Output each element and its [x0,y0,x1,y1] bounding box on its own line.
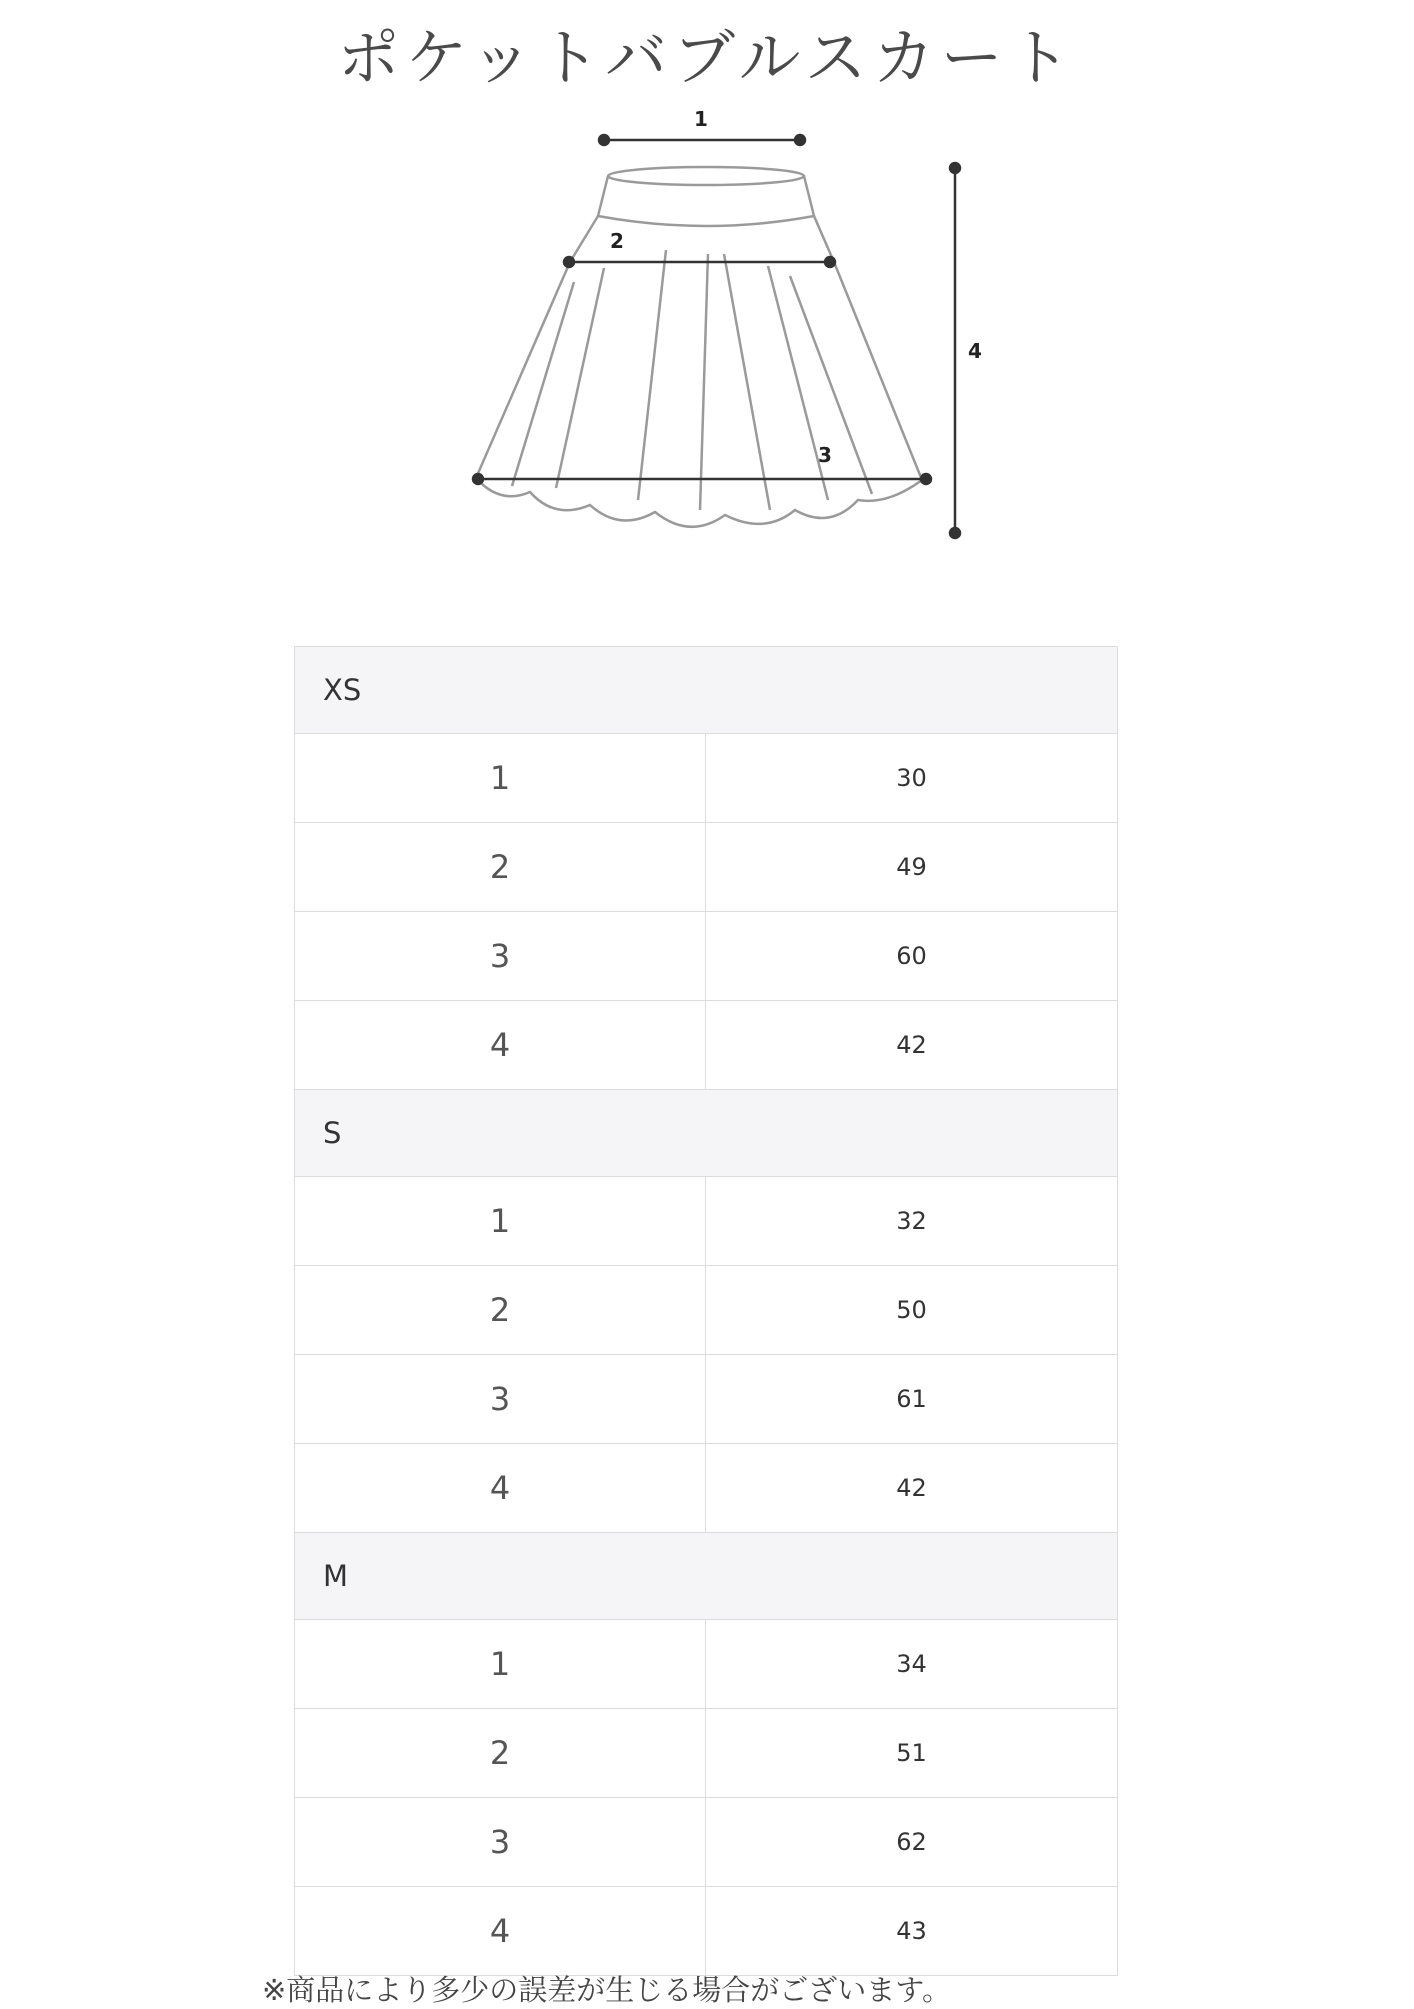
waistband-top [608,167,804,185]
measure-value: 51 [706,1709,1118,1798]
measure-value: 43 [706,1887,1118,1976]
size-name: S [295,1090,1118,1177]
size-name: M [295,1533,1118,1620]
measure-label: 4 [295,1887,706,1976]
measure-label-1: 1 [694,107,708,131]
table-row [295,912,1118,1001]
table-row [295,1887,1118,1976]
pleat-line [638,250,666,500]
measure-value: 50 [706,1266,1118,1355]
table-row [295,1709,1118,1798]
size-name: XS [295,647,1118,734]
measure-label: 3 [295,1355,706,1444]
disclaimer-note: ※商品により多少の誤差が生じる場合がございます。 [262,1973,951,2007]
measure-value: 32 [706,1177,1118,1266]
table-row [295,1798,1118,1887]
table-row [295,1001,1118,1090]
pleat-line [724,254,770,510]
measure-label: 2 [295,823,706,912]
waistband [598,176,814,226]
measure-label: 3 [295,1798,706,1887]
measure-value: 60 [706,912,1118,1001]
table-row [295,823,1118,912]
measure-label: 1 [295,734,706,823]
measure-value: 49 [706,823,1118,912]
measure-label: 4 [295,1444,706,1533]
table-row [295,734,1118,823]
measure-value: 42 [706,1001,1118,1090]
measure-value: 62 [706,1798,1118,1887]
table-row [295,1620,1118,1709]
measure-label-2: 2 [610,229,624,253]
page-title: ポケットバブルスカート [337,21,1077,94]
size-table [294,646,1118,1976]
table-row [295,1177,1118,1266]
measure-value: 34 [706,1620,1118,1709]
size-header-row [295,1090,1118,1177]
table-row [295,1266,1118,1355]
measure-value: 61 [706,1355,1118,1444]
pleat-line [556,268,604,488]
size-header-row [295,647,1118,734]
skirt-diagram [0,0,1414,560]
measure-label: 2 [295,1709,706,1798]
measure-value: 30 [706,734,1118,823]
measure-label: 4 [295,1001,706,1090]
table-row [295,1355,1118,1444]
table-row [295,1444,1118,1533]
measure-label: 2 [295,1266,706,1355]
pleat-line [700,254,708,510]
measure-value: 42 [706,1444,1118,1533]
measure-label-3: 3 [818,443,832,467]
pleat-line [512,282,574,486]
measure-label-4: 4 [968,339,982,363]
measure-label: 3 [295,912,706,1001]
measure-label: 1 [295,1620,706,1709]
size-header-row [295,1533,1118,1620]
measure-label: 1 [295,1177,706,1266]
